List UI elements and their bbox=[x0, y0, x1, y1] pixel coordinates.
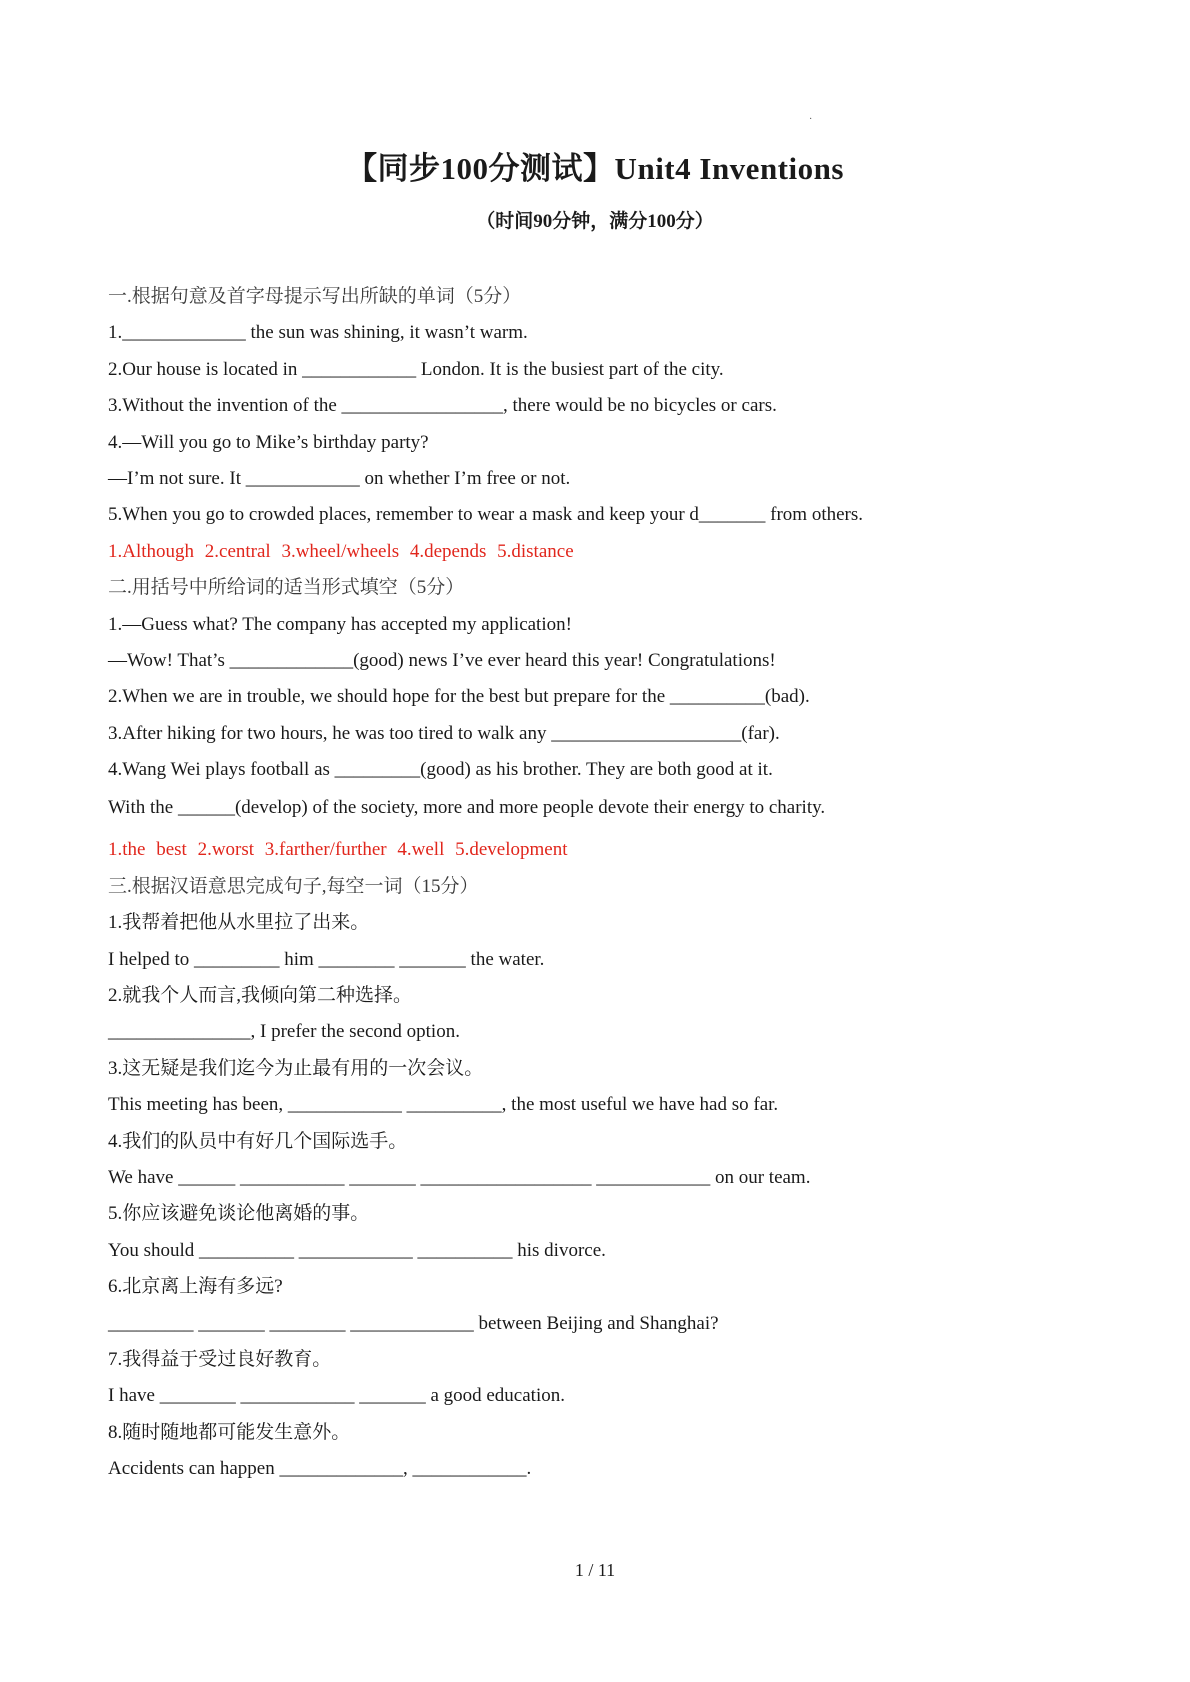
answer-key-1: 1.Although 2.central 3.wheel/wheels 4.depends 5.distance bbox=[108, 540, 574, 562]
question-line: 1.—Guess what? The company has accepted my application! bbox=[108, 613, 572, 635]
question-line: 2.When we are in trouble, we should hope for the best but prepare for the __________(bad). bbox=[108, 686, 810, 708]
section-heading-3: 三.根据汉语意思完成句子,每空一词（15分） bbox=[108, 875, 479, 897]
question-line: Accidents can happen _____________, ____________. bbox=[108, 1458, 532, 1480]
chinese-prompt: 4.我们的队员中有好几个国际选手。 bbox=[108, 1130, 408, 1152]
section-heading-2: 二.用括号中所给词的适当形式填空（5分） bbox=[108, 577, 465, 599]
question-line: I helped to _________ him ________ _______ the water. bbox=[108, 948, 545, 970]
page-number: 1 / 11 bbox=[574, 1560, 616, 1580]
chinese-prompt: 2.就我个人而言,我倾向第二种选择。 bbox=[108, 985, 413, 1007]
chinese-prompt: 1.我帮着把他从水里拉了出来。 bbox=[108, 912, 370, 934]
stray-dot: · bbox=[809, 114, 813, 125]
question-line: 2.Our house is located in ____________ London. It is the busiest part of the city. bbox=[108, 358, 724, 380]
chinese-prompt: 7.我得益于受过良好教育。 bbox=[108, 1348, 332, 1370]
section-heading-1: 一.根据句意及首字母提示写出所缺的单词（5分） bbox=[108, 286, 522, 307]
question-line: I have ________ ____________ _______ a good education. bbox=[108, 1385, 565, 1407]
question-line: You should __________ ____________ __________ his divorce. bbox=[108, 1239, 606, 1261]
question-line: _______________, I prefer the second option. bbox=[108, 1021, 460, 1043]
chinese-prompt: 8.随时随地都可能发生意外。 bbox=[108, 1421, 351, 1443]
exercise-body bbox=[108, 279, 1108, 1488]
answer-key-2: 1.the best 2.worst 3.farther/further 4.well 5.development bbox=[108, 839, 568, 861]
question-line: With the ______(develop) of the society, more and more people devote their energy to charity. bbox=[108, 797, 826, 819]
question-line: This meeting has been, ____________ __________, the most useful we have had so far. bbox=[108, 1094, 779, 1116]
document-subtitle: （时间90分钟，满分100分） bbox=[476, 211, 714, 232]
chinese-prompt: 5.你应该避免谈论他离婚的事。 bbox=[108, 1203, 370, 1225]
question-line: 4.Wang Wei plays football as _________(good) as his brother. They are both good at it. bbox=[108, 759, 773, 781]
question-line: 3.After hiking for two hours, he was too tired to walk any ____________________(far). bbox=[108, 722, 780, 744]
question-line: —I’m not sure. It ____________ on whether I’m free or not. bbox=[108, 467, 571, 489]
document-title: 【同步100分测试】Unit4 Inventions bbox=[346, 151, 844, 186]
question-line: 3.Without the invention of the _________________, there would be no bicycles or cars. bbox=[108, 395, 777, 417]
question-line: _________ _______ ________ _____________ between Beijing and Shanghai? bbox=[108, 1312, 719, 1334]
chinese-prompt: 3.这无疑是我们迄今为止最有用的一次会议。 bbox=[108, 1057, 484, 1079]
question-line: 1._____________ the sun was shining, it wasn’t warm. bbox=[108, 322, 528, 344]
question-line: We have ______ ___________ _______ __________________ ____________ on our team. bbox=[108, 1166, 811, 1188]
chinese-prompt: 6.北京离上海有多远? bbox=[108, 1276, 283, 1298]
question-line: 5.When you go to crowded places, remember to wear a mask and keep your d_______ from others. bbox=[108, 504, 864, 526]
question-line: 4.—Will you go to Mike’s birthday party? bbox=[108, 431, 429, 453]
question-line: —Wow! That’s _____________(good) news I’ve ever heard this year! Congratulations! bbox=[108, 649, 776, 671]
